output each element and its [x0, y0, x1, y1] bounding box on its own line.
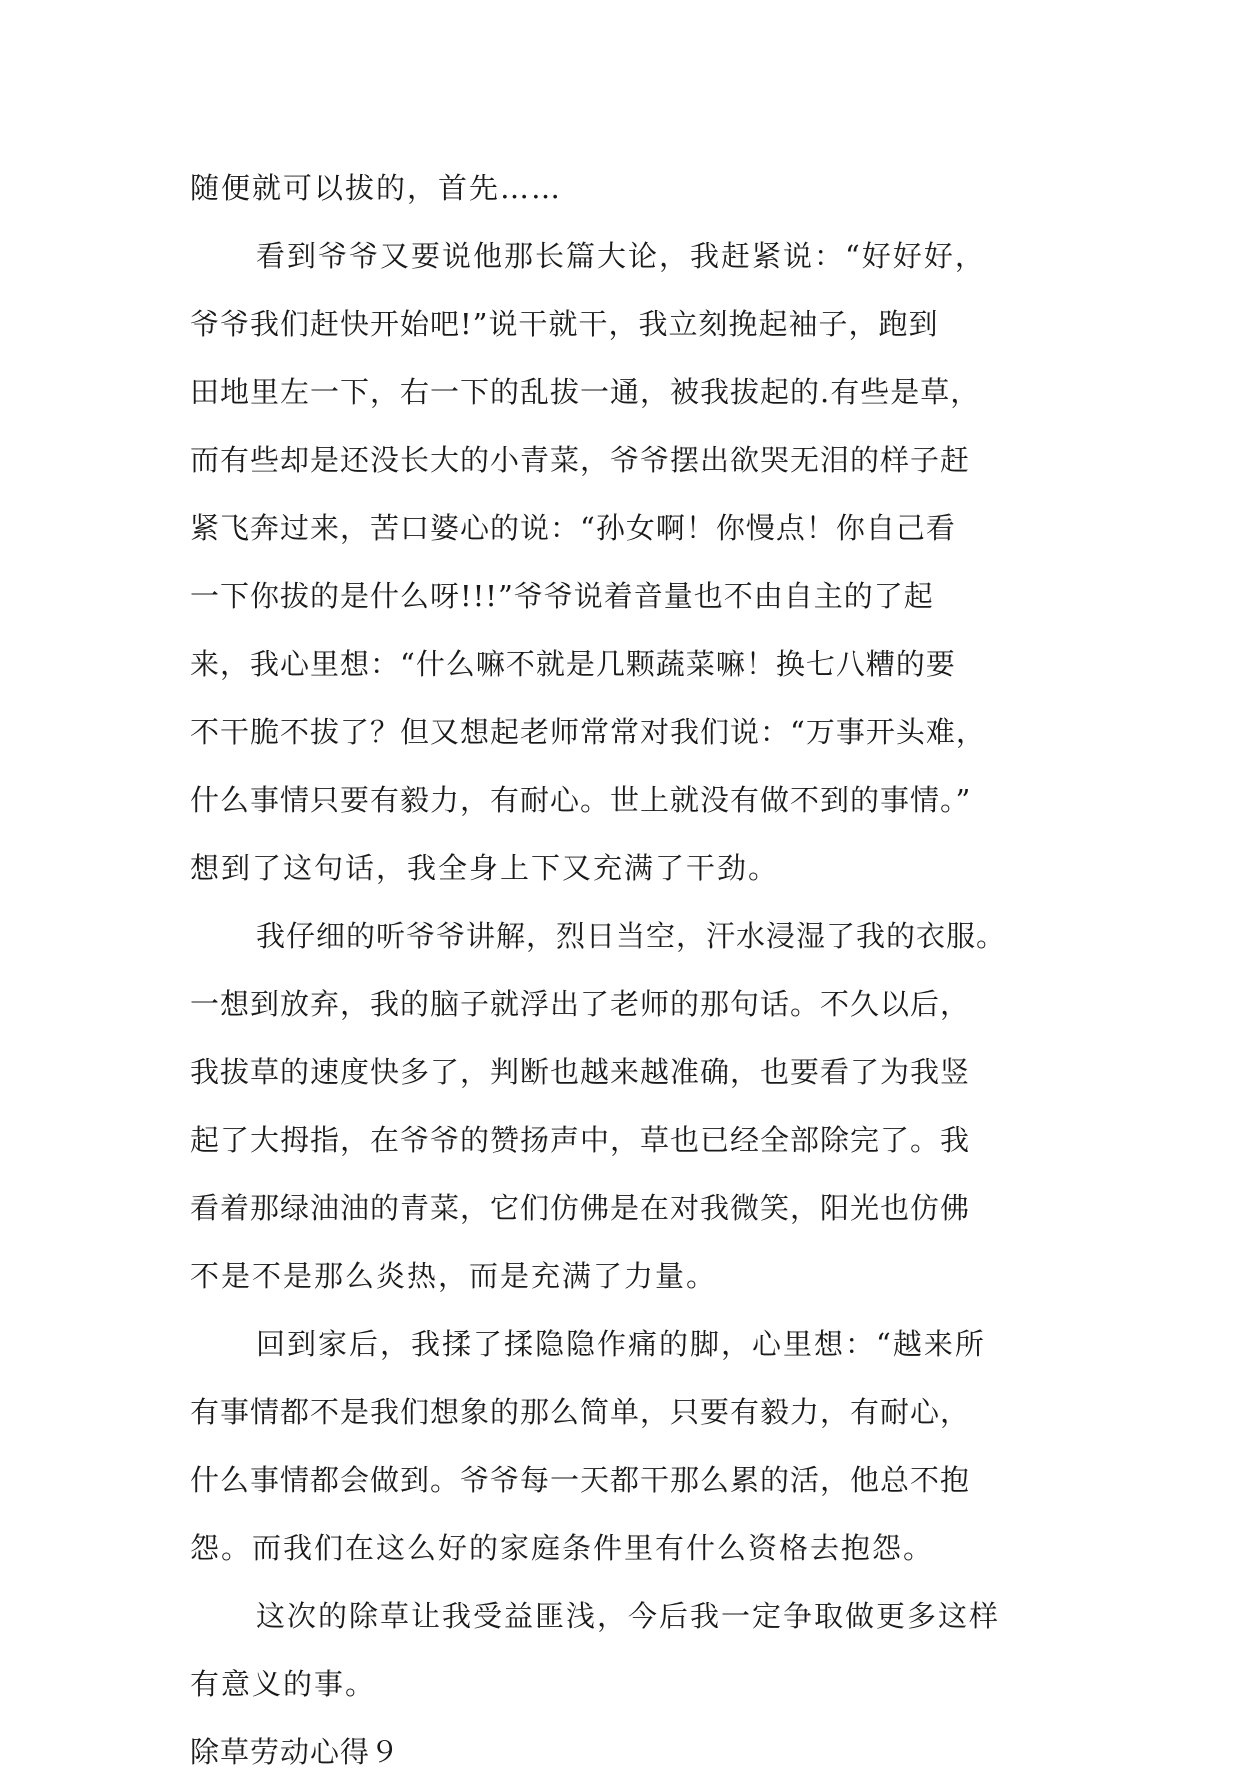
- text-line: 不是不是那么炎热，而是充满了力量。: [190, 1259, 718, 1293]
- text-line: 一下你拔的是什么呀!!!”爷爷说着音量也不由自主的了起: [190, 579, 934, 613]
- text-line: 紧飞奔过来，苦口婆心的说：“孙女啊！你慢点！你自己看: [190, 511, 956, 545]
- text-line: 看着那绿油油的青菜，它们仿佛是在对我微笑，阳光也仿佛: [190, 1191, 971, 1225]
- text-line: 来，我心里想：“什么嘛不就是几颗蔬菜嘛！换七八糟的要: [190, 647, 956, 681]
- text-line: 随便就可以拔的，首先……: [190, 171, 563, 205]
- document-body: [190, 160, 1050, 1792]
- text-line: 有意义的事。: [190, 1667, 377, 1701]
- text-line: 不干脆不拔了？但又想起老师常常对我们说：“万事开头难，: [190, 715, 986, 749]
- text-line: 怨。而我们在这么好的家庭条件里有什么资格去抱怨。: [190, 1531, 935, 1565]
- text-line: 田地里左一下，右一下的乱拔一通，被我拔起的.有些是草，: [190, 375, 981, 409]
- text-line: 一想到放弃，我的脑子就浮出了老师的那句话。不久以后，: [190, 987, 971, 1021]
- paragraph-first-line: 回到家后，我揉了揉隐隐作痛的脚，心里想：“越来所: [256, 1327, 986, 1361]
- text-line: 我拔草的速度快多了，判断也越来越准确，也要看了为我竖: [190, 1055, 971, 1089]
- text-line: 有事情都不是我们想象的那么简单，只要有毅力，有耐心，: [190, 1395, 971, 1429]
- text-line: 想到了这句话，我全身上下又充满了干劲。: [190, 851, 780, 885]
- text-line: 爷爷我们赶快开始吧!”说干就干，我立刻挽起袖子，跑到: [190, 307, 939, 341]
- text-line: 而有些却是还没长大的小青菜，爷爷摆出欲哭无泪的样子赶: [190, 443, 971, 477]
- section-heading: 除草劳动心得９: [190, 1735, 401, 1769]
- paragraph-first-line: 我仔细的听爷爷讲解，烈日当空，汗水浸湿了我的衣服。: [256, 919, 1007, 953]
- paragraph-first-line: 这次的除草让我受益匪浅，今后我一定争取做更多这样: [256, 1599, 1001, 1633]
- text-line: 起了大拇指，在爷爷的赞扬声中，草也已经全部除完了。我: [190, 1123, 971, 1157]
- text-line: 什么事情都会做到。爷爷每一天都干那么累的活，他总不抱: [190, 1463, 971, 1497]
- text-line: 什么事情只要有毅力，有耐心。世上就没有做不到的事情。”: [190, 783, 972, 817]
- paragraph-first-line: 看到爷爷又要说他那长篇大论，我赶紧说：“好好好，: [256, 239, 986, 273]
